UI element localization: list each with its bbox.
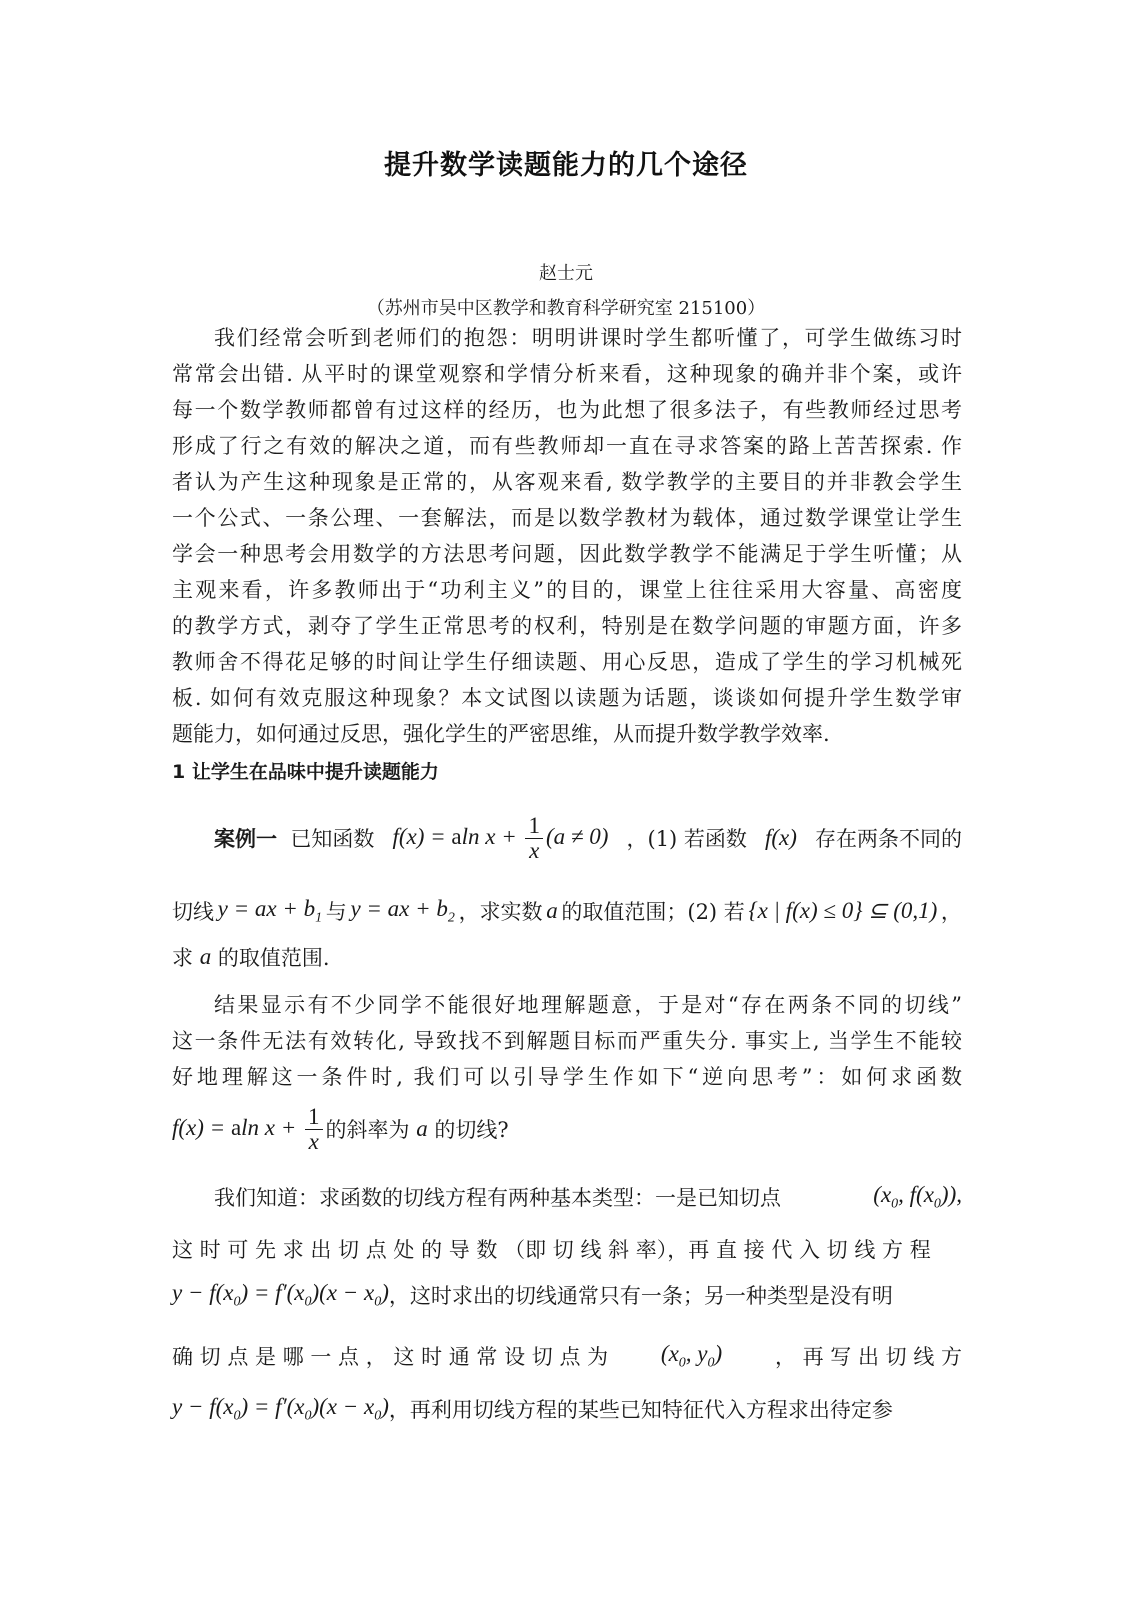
intro-line: 教师舍不得花足够的时间让学生仔细读题、用心反思，造成了学生的学习机械死 (172, 650, 962, 674)
question-text: 的斜率为 (325, 1118, 410, 1142)
case-text: ，求实数 (458, 900, 543, 924)
know-text: 确 切 点 是 哪 一 点 ， 这 时 通 常 设 切 点 为 (172, 1345, 609, 1369)
intro-line: 我们经常会听到老师们的抱怨：明明讲课时学生都听懂了，可学生做练习时 (214, 326, 962, 350)
formula-f-definition: f(x) = aln x + $\frac{1}{x}$ (172, 1105, 326, 1154)
case-text: 的取值范围；(2) 若 (561, 900, 745, 924)
section-heading: 1 让学生在品味中提升读题能力 (172, 761, 439, 783)
know-text: ，再利用切线方程的某些已知特征代入方程求出待定参 (388, 1398, 893, 1422)
formula-a: a (416, 1116, 428, 1141)
case-text: 存在两条不同的 (815, 827, 962, 851)
case-text: ，(1) 若函数 (626, 827, 747, 851)
know-line (172, 1389, 962, 1429)
author-name: 赵士元 (539, 263, 593, 284)
question-text: 的切线? (434, 1118, 509, 1142)
case-label: 案例一 (214, 827, 277, 851)
intro-line: 者认为产生这种现象是正常的，从客观来看, 数学教学的主要目的并非教会学生 (172, 470, 962, 494)
know-text: ，这时求出的切线通常只有一条；另一种类型是没有明 (388, 1284, 893, 1308)
know-line (172, 1336, 962, 1376)
result-line: 这一条件无法有效转化, 导致找不到解题目标而严重失分. 事实上, 当学生不能较 (172, 1029, 962, 1053)
intro-line: 一个公式、一条公理、一套解法，而是以数学教材为载体，通过数学课堂让学生 (172, 506, 962, 530)
formula-set: {x | f(x) ≤ 0} ⊆ (0,1) (748, 898, 938, 923)
intro-line: 常常会出错. 从平时的课堂观察和学情分析来看，这种现象的确并非个案，或许 (172, 362, 962, 386)
intro-line: 形成了行之有效的解决之道，而有些教师却一直在寻求答案的路上苦苦探索. 作 (172, 434, 962, 458)
formula-fx: f(x) (765, 825, 797, 850)
article-title: 提升数学读题能力的几个途径 (384, 150, 748, 181)
result-line: 好地理解这一条件时, 我们可以引导学生作如下“逆向思考”：如何求函数 (172, 1065, 962, 1089)
case-text: 与 (325, 900, 347, 924)
case-text: 切线 (172, 900, 214, 924)
formula-a: a (199, 944, 212, 969)
formula-point: ($x_0$, $f(x_0)$), (873, 1181, 962, 1212)
know-text: 这 时 可 先 求 出 切 点 处 的 导 数 （即 切 线 斜 率），再 直 接 代 入 切 线 方 程 (172, 1238, 931, 1262)
intro-line: 题能力，如何通过反思，强化学生的严密思维，从而提升数学教学效率. (172, 722, 830, 746)
case-line (172, 893, 962, 929)
know-text: ， 再 写 出 切 线 方 (774, 1345, 962, 1369)
formula-tangent-1: y = ax + $b_1$ (217, 895, 323, 926)
formula-tangent-eq: $y - f(x_0) = f'(x_0)(x - x_0)$ (172, 1279, 389, 1310)
case-text: 已知函数 (290, 827, 375, 851)
case-line (172, 939, 962, 975)
know-line (172, 1275, 962, 1315)
author-affiliation: （苏州市吴中区教学和教育科学研究室 215100） (366, 298, 766, 319)
question-line (172, 1099, 962, 1159)
intro-line: 学会一种思考会用数学的方法思考问题，因此数学教学不能满足于学生听懂；从 (172, 542, 962, 566)
case-line (214, 808, 962, 868)
know-line (172, 1232, 962, 1266)
know-line (214, 1177, 962, 1217)
intro-line: 主观来看，许多教师出于“功利主义”的目的，课堂上往往采用大容量、高密度 (172, 578, 962, 602)
result-line: 结果显示有不少同学不能很好地理解题意，于是对“存在两条不同的切线” (214, 993, 962, 1017)
formula-tangent-2: y = ax + $b_2$ (350, 895, 455, 926)
formula-tangent-eq: $y - f(x_0) = f'(x_0)(x - x_0)$ (172, 1393, 389, 1424)
case-text: ， (940, 900, 962, 924)
formula-point-xy: ($x_0$, $y_0$) (660, 1340, 723, 1371)
case-text: 的取值范围. (217, 946, 330, 970)
intro-line: 每一个数学教师都曾有过这样的经历，也为此想了很多法子，有些教师经过思考 (172, 398, 962, 422)
know-text: 我们知道：求函数的切线方程有两种基本类型：一是已知切点 (214, 1186, 781, 1210)
intro-line: 的教学方式，剥夺了学生正常思考的权利，特别是在数学问题的审题方面，许多 (172, 614, 962, 638)
intro-line: 板. 如何有效克服这种现象？本文试图以读题为话题，谈谈如何提升学生数学审 (172, 686, 962, 710)
formula-a: a (546, 898, 558, 923)
case-text: 求 (172, 946, 193, 970)
formula-f-definition: f(x) = aln x + $\frac{1}{x}$ (a ≠ 0) (392, 812, 609, 863)
